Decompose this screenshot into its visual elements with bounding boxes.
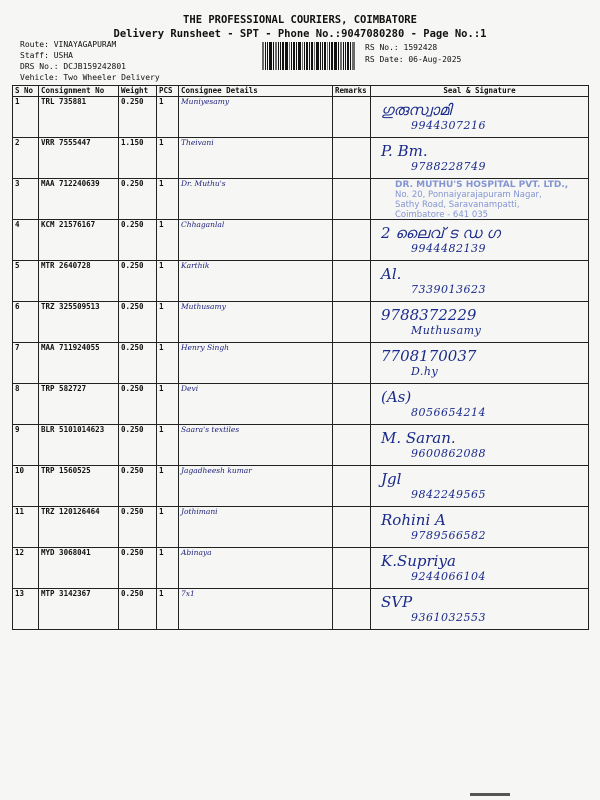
row-consignment-no: MAA 711924055 xyxy=(39,343,119,384)
barcode-bar xyxy=(338,42,339,70)
row-weight: 0.250 xyxy=(119,466,157,507)
staff-label: Staff: USHA xyxy=(20,51,73,60)
barcode-bar xyxy=(311,42,313,70)
barcode-bar xyxy=(291,42,292,70)
row-sno: 1 xyxy=(13,97,39,138)
barcode-bar xyxy=(306,42,308,70)
row-sno: 6 xyxy=(13,302,39,343)
col-pcs: PCS xyxy=(157,86,179,97)
row-consignment-no: TRZ 120126464 xyxy=(39,507,119,548)
barcode-bar xyxy=(289,42,290,70)
signature-scrawl: 2 ലൈവ് ട ഡ ഗ xyxy=(381,224,500,242)
col-sno: S No xyxy=(13,86,39,97)
barcode-bar xyxy=(302,42,303,70)
signature-scrawl: K.Supriya xyxy=(381,552,456,570)
runsheet-table xyxy=(12,85,589,630)
row-pcs: 1 xyxy=(157,302,179,343)
stamp-line-3: Sathy Road, Saravanampatti, xyxy=(395,200,520,210)
row-consignment-no: MTP 3142367 xyxy=(39,589,119,630)
row-weight: 0.250 xyxy=(119,97,157,138)
row-remarks xyxy=(333,138,371,179)
row-consignee-signature: Jothimani xyxy=(179,507,333,548)
signature-phone: 9361032553 xyxy=(411,611,486,624)
barcode-bar xyxy=(285,42,288,70)
barcode-bar xyxy=(347,42,349,70)
barcode-bar xyxy=(267,42,268,70)
row-sno: 11 xyxy=(13,507,39,548)
row-pcs: 1 xyxy=(157,589,179,630)
row-weight: 0.250 xyxy=(119,261,157,302)
row-consignee-signature: Theivani xyxy=(179,138,333,179)
barcode-bar xyxy=(275,42,277,70)
signature-scrawl: Rohini A xyxy=(381,511,446,529)
table-row xyxy=(13,548,589,589)
signature-phone: 9842249565 xyxy=(411,488,486,501)
row-seal-signature xyxy=(371,589,589,630)
barcode-bar xyxy=(345,42,346,70)
row-consignee-signature: Abinaya xyxy=(179,548,333,589)
row-weight: 0.250 xyxy=(119,507,157,548)
drs-number: DRS No.: DCJB159242801 xyxy=(20,62,126,71)
signature-phone: 9944307216 xyxy=(411,119,486,132)
stamp-line-2: No. 20, Ponnaiyarajapuram Nagar, xyxy=(395,190,542,200)
row-remarks xyxy=(333,220,371,261)
row-remarks xyxy=(333,548,371,589)
signature-phone: D.hy xyxy=(411,365,439,378)
row-consignment-no: KCM 21576167 xyxy=(39,220,119,261)
barcode-bar xyxy=(273,42,274,70)
row-sno: 7 xyxy=(13,343,39,384)
signature-phone: 9789566582 xyxy=(411,529,486,542)
barcode-bar xyxy=(350,42,351,70)
table-row xyxy=(13,343,589,384)
signature-scrawl: Al. xyxy=(381,265,402,283)
barcode-bar xyxy=(327,42,328,70)
col-consignee: Consignee Details xyxy=(179,86,333,97)
signature-phone: 8056654214 xyxy=(411,406,486,419)
table-row xyxy=(13,589,589,630)
row-consignee-signature: Chhaganlal xyxy=(179,220,333,261)
document-subtitle: Delivery Runsheet - SPT - Phone No.:9047080280 - Page No.:1 xyxy=(113,28,487,40)
row-remarks xyxy=(333,466,371,507)
row-consignee-signature: Muthusamy xyxy=(179,302,333,343)
row-seal-signature xyxy=(371,548,589,589)
stamp-line-4: Coimbatore - 641 035 xyxy=(395,210,489,220)
barcode-bar xyxy=(309,42,310,70)
row-consignment-no: BLR 5101014623 xyxy=(39,425,119,466)
row-consignment-no: TRL 735881 xyxy=(39,97,119,138)
row-pcs: 1 xyxy=(157,343,179,384)
row-consignment-no: MAA 712240639 xyxy=(39,179,119,220)
signature-phone: 9788228749 xyxy=(411,160,486,173)
row-weight: 0.250 xyxy=(119,220,157,261)
row-consignee-signature: 7x1 xyxy=(179,589,333,630)
row-pcs: 1 xyxy=(157,261,179,302)
barcode-bar xyxy=(298,42,301,70)
row-consignment-no: VRR 7555447 xyxy=(39,138,119,179)
col-seal-signature: Seal & Signature xyxy=(371,86,589,97)
signature-scrawl: 9788372229 xyxy=(381,306,477,324)
signature-scrawl: 7708170037 xyxy=(381,347,477,365)
signature-scrawl: P. Bm. xyxy=(381,142,428,160)
table-row xyxy=(13,384,589,425)
row-consignee-signature: Jagadheesh kumar xyxy=(179,466,333,507)
hospital-stamp xyxy=(395,180,600,270)
scan-mark xyxy=(470,793,510,796)
row-pcs: 1 xyxy=(157,384,179,425)
row-weight: 0.250 xyxy=(119,589,157,630)
row-sno: 8 xyxy=(13,384,39,425)
row-weight: 1.150 xyxy=(119,138,157,179)
row-seal-signature xyxy=(371,138,589,179)
row-weight: 0.250 xyxy=(119,384,157,425)
row-seal-signature xyxy=(371,425,589,466)
barcode-bar xyxy=(331,42,333,70)
barcode-bar xyxy=(278,42,279,70)
row-sno: 3 xyxy=(13,179,39,220)
row-consignment-no: MYD 3068041 xyxy=(39,548,119,589)
signature-scrawl: Jgl xyxy=(381,470,402,488)
barcode-bar xyxy=(293,42,295,70)
signature-phone: 9600862088 xyxy=(411,447,486,460)
row-pcs: 1 xyxy=(157,97,179,138)
barcode-bar xyxy=(343,42,344,70)
row-seal-signature xyxy=(371,302,589,343)
signature-phone: 7339013623 xyxy=(411,283,486,296)
barcode-bar xyxy=(316,42,319,70)
row-sno: 13 xyxy=(13,589,39,630)
row-sno: 5 xyxy=(13,261,39,302)
row-consignee-signature: Muniyesamy xyxy=(179,97,333,138)
document-title: THE PROFESSIONAL COURIERS, COIMBATORE xyxy=(183,14,417,26)
row-pcs: 1 xyxy=(157,425,179,466)
signature-scrawl: (As) xyxy=(381,388,412,406)
table-row xyxy=(13,507,589,548)
row-remarks xyxy=(333,384,371,425)
barcode-bar xyxy=(265,42,266,70)
row-pcs: 1 xyxy=(157,507,179,548)
barcode-bar xyxy=(340,42,342,70)
row-consignee-signature: Devi xyxy=(179,384,333,425)
stamp-line-1: DR. MUTHU'S HOSPITAL PVT. LTD., xyxy=(395,180,569,190)
row-sno: 10 xyxy=(13,466,39,507)
row-weight: 0.250 xyxy=(119,425,157,466)
row-pcs: 1 xyxy=(157,220,179,261)
table-row xyxy=(13,466,589,507)
row-remarks xyxy=(333,343,371,384)
table-row xyxy=(13,425,589,466)
barcode-bar xyxy=(262,42,264,70)
row-seal-signature xyxy=(371,384,589,425)
barcode-bar xyxy=(282,42,284,70)
col-weight: Weight xyxy=(119,86,157,97)
row-sno: 9 xyxy=(13,425,39,466)
table-row xyxy=(13,97,589,138)
route-label: Route: VINAYAGAPURAM xyxy=(20,40,117,49)
barcode-bar xyxy=(324,42,326,70)
barcode-bar xyxy=(334,42,337,70)
row-seal-signature xyxy=(371,466,589,507)
signature-scrawl: ഗുരുസ്വാമി xyxy=(381,101,452,119)
table-row xyxy=(13,138,589,179)
barcode-bar xyxy=(329,42,330,70)
signature-phone: 9944482139 xyxy=(411,242,486,255)
row-consignee-signature: Dr. Muthu's xyxy=(179,179,333,220)
barcode-bar xyxy=(280,42,281,70)
row-consignment-no: TRP 1560525 xyxy=(39,466,119,507)
row-remarks xyxy=(333,97,371,138)
col-consignment: Consignment No xyxy=(39,86,119,97)
table-row xyxy=(13,302,589,343)
barcode-bar xyxy=(314,42,315,70)
barcode-bar xyxy=(296,42,297,70)
barcode-bar xyxy=(322,42,323,70)
row-sno: 12 xyxy=(13,548,39,589)
barcode-bar xyxy=(352,42,355,70)
row-consignee-signature: Karthik xyxy=(179,261,333,302)
signature-scrawl: SVP xyxy=(381,593,413,611)
row-consignee-signature: Henry Singh xyxy=(179,343,333,384)
barcode-bar xyxy=(304,42,305,70)
row-consignee-signature: Saara's textiles xyxy=(179,425,333,466)
row-seal-signature xyxy=(371,507,589,548)
row-pcs: 1 xyxy=(157,466,179,507)
col-remarks: Remarks xyxy=(333,86,371,97)
rs-number: RS No.: 1592428 xyxy=(365,43,438,52)
row-consignment-no: MTR 2640728 xyxy=(39,261,119,302)
row-seal-signature xyxy=(371,97,589,138)
row-remarks xyxy=(333,261,371,302)
row-weight: 0.250 xyxy=(119,302,157,343)
vehicle-label: Vehicle: Two Wheeler Delivery xyxy=(20,73,160,82)
signature-phone: 9244066104 xyxy=(411,570,486,583)
row-weight: 0.250 xyxy=(119,548,157,589)
row-weight: 0.250 xyxy=(119,179,157,220)
barcode-bar xyxy=(269,42,272,70)
signature-phone: Muthusamy xyxy=(411,324,482,337)
row-remarks xyxy=(333,425,371,466)
barcode xyxy=(262,42,358,70)
row-pcs: 1 xyxy=(157,179,179,220)
row-seal-signature xyxy=(371,343,589,384)
row-pcs: 1 xyxy=(157,138,179,179)
row-pcs: 1 xyxy=(157,548,179,589)
row-remarks xyxy=(333,507,371,548)
row-sno: 2 xyxy=(13,138,39,179)
row-weight: 0.250 xyxy=(119,343,157,384)
row-remarks xyxy=(333,302,371,343)
table-header-row xyxy=(13,86,589,97)
row-consignment-no: TRP 582727 xyxy=(39,384,119,425)
row-remarks xyxy=(333,589,371,630)
row-remarks xyxy=(333,179,371,220)
row-consignment-no: TRZ 325509513 xyxy=(39,302,119,343)
barcode-bar xyxy=(320,42,321,70)
rs-date: RS Date: 06-Aug-2025 xyxy=(365,55,462,64)
signature-scrawl: M. Saran. xyxy=(381,429,456,447)
row-sno: 4 xyxy=(13,220,39,261)
